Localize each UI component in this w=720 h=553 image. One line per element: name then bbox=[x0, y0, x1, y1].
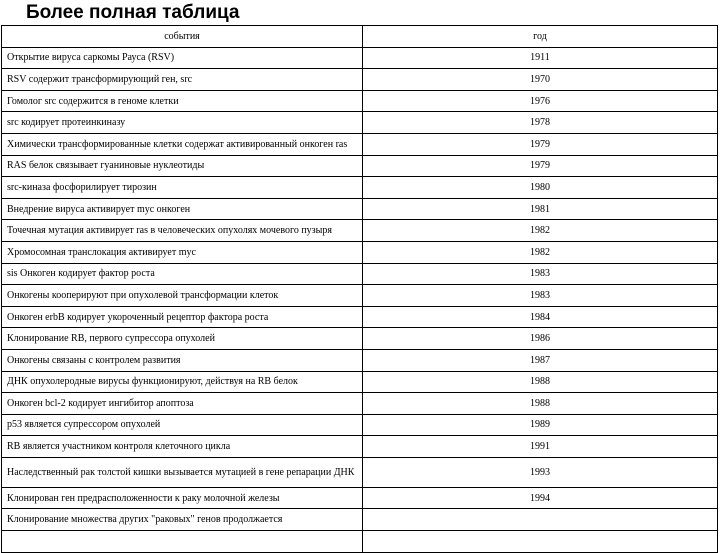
table-row bbox=[2, 393, 718, 415]
table-row bbox=[2, 328, 718, 350]
table-row bbox=[2, 414, 718, 436]
event-cell bbox=[2, 531, 363, 553]
header-year: год bbox=[363, 26, 718, 48]
table-row bbox=[2, 241, 718, 263]
event-cell: Химически трансформированные клетки содержат активированный онкоген ras bbox=[2, 133, 363, 155]
year-cell: 1980 bbox=[363, 177, 718, 199]
event-cell: Наследственный рак толстой кишки вызывается мутацией в гене репарации ДНК bbox=[2, 457, 363, 487]
year-cell bbox=[363, 509, 718, 531]
year-cell: 1978 bbox=[363, 112, 718, 134]
page-title: Более полная таблица bbox=[26, 2, 240, 23]
year-cell: 1911 bbox=[363, 47, 718, 69]
event-cell: Клонирование множества других "раковых" генов продолжается bbox=[2, 509, 363, 531]
event-cell: RSV содержит трансформирующий ген, src bbox=[2, 69, 363, 91]
year-cell: 1983 bbox=[363, 263, 718, 285]
year-cell: 1979 bbox=[363, 133, 718, 155]
year-cell: 1979 bbox=[363, 155, 718, 177]
event-cell: Внедрение вируса активирует myc онкоген bbox=[2, 198, 363, 220]
event-cell: RB является участником контроля клеточного цикла bbox=[2, 436, 363, 458]
table-row bbox=[2, 90, 718, 112]
table-row bbox=[2, 487, 718, 509]
event-cell: ДНК опухолеродные вирусы функционируют, действуя на RB белок bbox=[2, 371, 363, 393]
event-cell: Онкоген erbB кодирует укороченный рецептор фактора роста bbox=[2, 306, 363, 328]
year-cell: 1970 bbox=[363, 69, 718, 91]
table-row bbox=[2, 220, 718, 242]
event-cell: Клонирован ген предрасположенности к раку молочной железы bbox=[2, 487, 363, 509]
table-row bbox=[2, 306, 718, 328]
year-cell: 1991 bbox=[363, 436, 718, 458]
table-row bbox=[2, 155, 718, 177]
year-cell: 1982 bbox=[363, 241, 718, 263]
table-header-row bbox=[2, 26, 718, 48]
event-cell: RAS белок связывает гуаниновые нуклеотиды bbox=[2, 155, 363, 177]
year-cell: 1984 bbox=[363, 306, 718, 328]
table-row bbox=[2, 177, 718, 199]
year-cell: 1986 bbox=[363, 328, 718, 350]
year-cell: 1993 bbox=[363, 457, 718, 487]
table-row bbox=[2, 457, 718, 487]
event-cell: sis Онкоген кодирует фактор роста bbox=[2, 263, 363, 285]
event-cell: Онкогены кооперируют при опухолевой трансформации клеток bbox=[2, 285, 363, 307]
header-events: события bbox=[2, 26, 363, 48]
table-row bbox=[2, 263, 718, 285]
event-cell: Клонирование RB, первого супрессора опухолей bbox=[2, 328, 363, 350]
table-row bbox=[2, 509, 718, 531]
event-cell: Онкогены связаны с контролем развития bbox=[2, 349, 363, 371]
event-cell: Хромосомная транслокация активирует myc bbox=[2, 241, 363, 263]
table-row bbox=[2, 371, 718, 393]
year-cell: 1976 bbox=[363, 90, 718, 112]
event-cell: Точечная мутация активирует ras в человеческих опухолях мочевого пузыря bbox=[2, 220, 363, 242]
table-row bbox=[2, 133, 718, 155]
year-cell: 1988 bbox=[363, 393, 718, 415]
table-row bbox=[2, 112, 718, 134]
table-row bbox=[2, 285, 718, 307]
table-row bbox=[2, 69, 718, 91]
event-cell: Гомолог src содержится в геноме клетки bbox=[2, 90, 363, 112]
table-row bbox=[2, 47, 718, 69]
table-row bbox=[2, 198, 718, 220]
year-cell: 1982 bbox=[363, 220, 718, 242]
table-row bbox=[2, 436, 718, 458]
year-cell: 1994 bbox=[363, 487, 718, 509]
year-cell: 1981 bbox=[363, 198, 718, 220]
event-cell: Онкоген bcl-2 кодирует ингибитор апоптоза bbox=[2, 393, 363, 415]
year-cell bbox=[363, 531, 718, 553]
year-cell: 1989 bbox=[363, 414, 718, 436]
event-cell: Открытие вируса саркомы Рауса (RSV) bbox=[2, 47, 363, 69]
event-cell: src кодирует протеинкиназу bbox=[2, 112, 363, 134]
year-cell: 1988 bbox=[363, 371, 718, 393]
events-table bbox=[1, 25, 718, 553]
year-cell: 1983 bbox=[363, 285, 718, 307]
table-row bbox=[2, 349, 718, 371]
year-cell: 1987 bbox=[363, 349, 718, 371]
event-cell: src-киназа фосфорилирует тирозин bbox=[2, 177, 363, 199]
table-row-empty bbox=[2, 531, 718, 553]
event-cell: p53 является супрессором опухолей bbox=[2, 414, 363, 436]
